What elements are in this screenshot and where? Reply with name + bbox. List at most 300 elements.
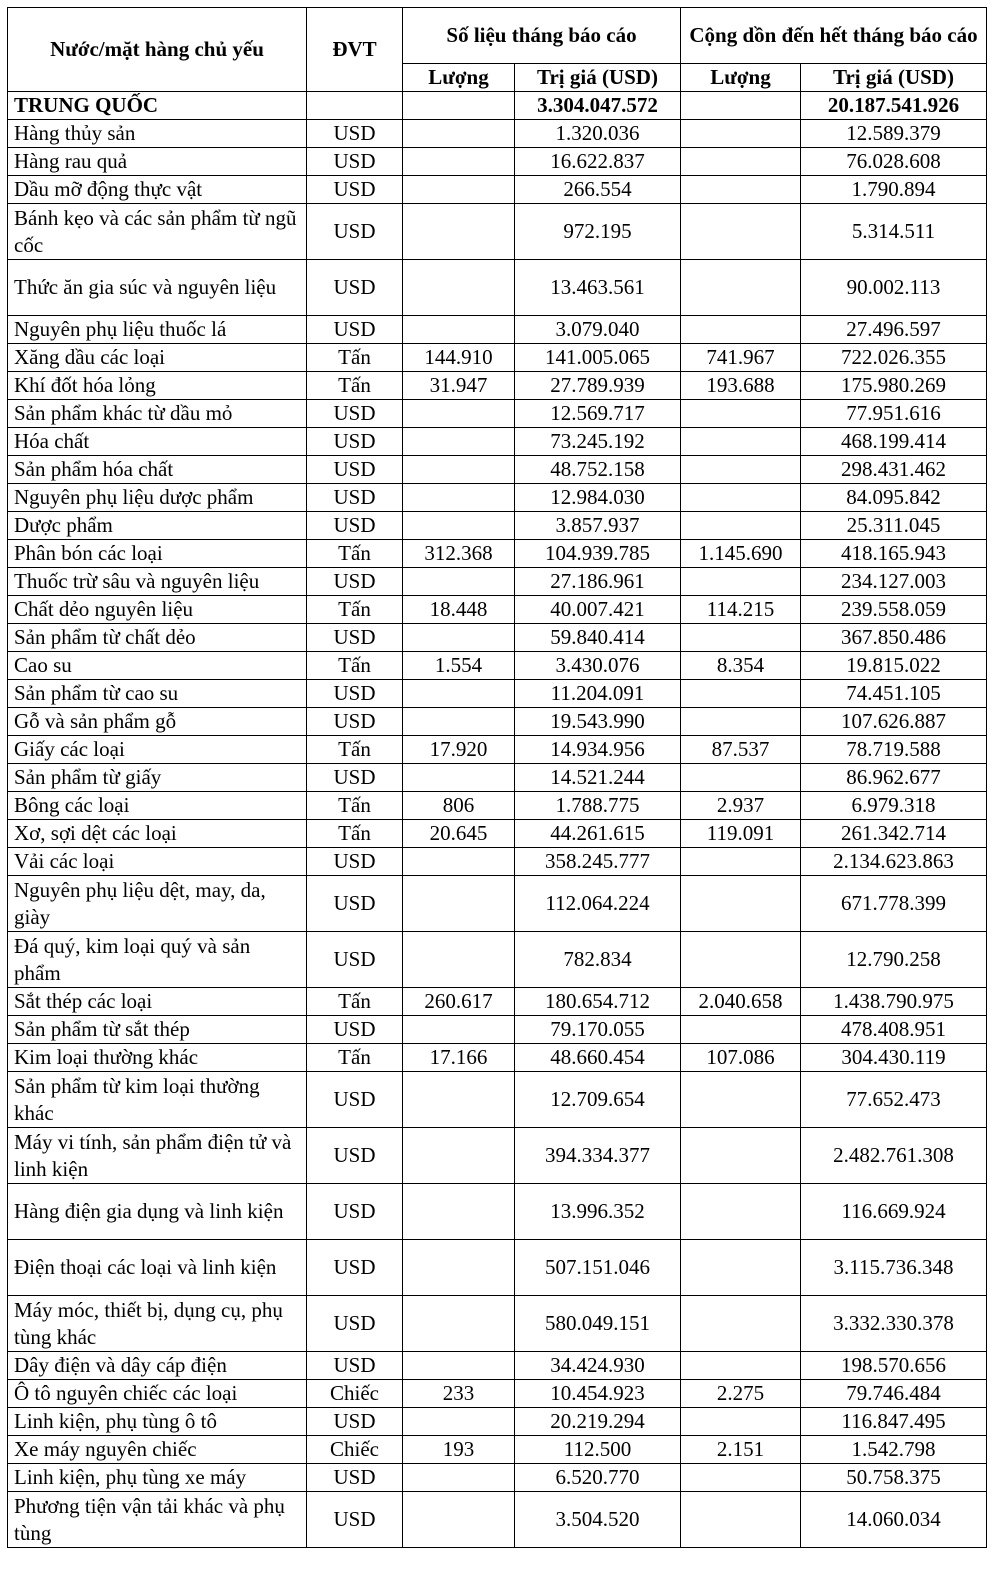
item-unit: Tấn — [307, 736, 403, 764]
item-cum-qty — [681, 1296, 801, 1352]
item-cum-qty — [681, 428, 801, 456]
item-cum-qty — [681, 1184, 801, 1240]
item-month-value: 507.151.046 — [515, 1240, 681, 1296]
item-month-value: 48.660.454 — [515, 1044, 681, 1072]
table-row — [8, 204, 987, 260]
table-row — [8, 400, 987, 428]
item-month-value: 59.840.414 — [515, 624, 681, 652]
item-name: Nguyên phụ liệu thuốc lá — [8, 316, 307, 344]
item-month-value: 16.622.837 — [515, 148, 681, 176]
item-month-qty — [403, 1072, 515, 1128]
item-month-qty — [403, 400, 515, 428]
item-month-qty — [403, 1184, 515, 1240]
item-cum-qty — [681, 708, 801, 736]
item-unit: Tấn — [307, 344, 403, 372]
item-unit: Tấn — [307, 596, 403, 624]
table-row — [8, 736, 987, 764]
total-name: TRUNG QUỐC — [8, 92, 307, 120]
item-cum-qty — [681, 456, 801, 484]
item-month-qty — [403, 176, 515, 204]
item-cum-value: 76.028.608 — [801, 148, 987, 176]
item-name: Xe máy nguyên chiếc — [8, 1436, 307, 1464]
item-month-value: 394.334.377 — [515, 1128, 681, 1184]
item-month-value: 27.186.961 — [515, 568, 681, 596]
item-cum-qty: 2.151 — [681, 1436, 801, 1464]
item-cum-value: 367.850.486 — [801, 624, 987, 652]
item-month-qty — [403, 876, 515, 932]
item-name: Dây điện và dây cáp điện — [8, 1352, 307, 1380]
table-body — [8, 92, 987, 1548]
item-unit: USD — [307, 624, 403, 652]
item-name: Hàng thủy sản — [8, 120, 307, 148]
item-month-value: 27.789.939 — [515, 372, 681, 400]
item-cum-value: 86.962.677 — [801, 764, 987, 792]
item-unit: USD — [307, 400, 403, 428]
item-month-value: 104.939.785 — [515, 540, 681, 568]
item-name: Thức ăn gia súc và nguyên liệu — [8, 260, 307, 316]
item-cum-qty — [681, 512, 801, 540]
item-unit: USD — [307, 876, 403, 932]
item-cum-qty: 2.040.658 — [681, 988, 801, 1016]
item-month-qty — [403, 1240, 515, 1296]
item-name: Linh kiện, phụ tùng ô tô — [8, 1408, 307, 1436]
item-cum-qty — [681, 1408, 801, 1436]
trade-table — [7, 7, 987, 1548]
item-cum-qty — [681, 484, 801, 512]
header-cum-value: Trị giá (USD) — [801, 64, 987, 92]
item-month-value: 73.245.192 — [515, 428, 681, 456]
item-cum-qty — [681, 260, 801, 316]
item-month-qty — [403, 512, 515, 540]
item-cum-value: 478.408.951 — [801, 1016, 987, 1044]
item-unit: USD — [307, 848, 403, 876]
item-unit: USD — [307, 1128, 403, 1184]
table-row — [8, 148, 987, 176]
item-name: Khí đốt hóa lỏng — [8, 372, 307, 400]
total-month-qty — [403, 92, 515, 120]
item-name: Ô tô nguyên chiếc các loại — [8, 1380, 307, 1408]
item-month-value: 3.079.040 — [515, 316, 681, 344]
item-name: Bánh kẹo và các sản phẩm từ ngũ cốc — [8, 204, 307, 260]
item-month-value: 3.504.520 — [515, 1492, 681, 1548]
item-name: Thuốc trừ sâu và nguyên liệu — [8, 568, 307, 596]
item-unit: USD — [307, 1408, 403, 1436]
item-cum-value: 1.790.894 — [801, 176, 987, 204]
item-name: Xơ, sợi dệt các loại — [8, 820, 307, 848]
item-cum-value: 2.482.761.308 — [801, 1128, 987, 1184]
item-month-value: 3.857.937 — [515, 512, 681, 540]
item-month-qty: 31.947 — [403, 372, 515, 400]
item-cum-value: 261.342.714 — [801, 820, 987, 848]
header-cum-qty: Lượng — [681, 64, 801, 92]
item-cum-value: 77.652.473 — [801, 1072, 987, 1128]
header-cumulative-group: Cộng dồn đến hết tháng báo cáo — [681, 8, 987, 64]
item-unit: Tấn — [307, 792, 403, 820]
item-cum-qty: 87.537 — [681, 736, 801, 764]
item-cum-value: 116.669.924 — [801, 1184, 987, 1240]
item-cum-value: 3.115.736.348 — [801, 1240, 987, 1296]
table-row — [8, 120, 987, 148]
item-name: Hàng điện gia dụng và linh kiện — [8, 1184, 307, 1240]
item-month-value: 19.543.990 — [515, 708, 681, 736]
item-month-qty — [403, 204, 515, 260]
table-row — [8, 456, 987, 484]
table-row — [8, 1436, 987, 1464]
item-month-value: 34.424.930 — [515, 1352, 681, 1380]
item-cum-value: 116.847.495 — [801, 1408, 987, 1436]
table-row — [8, 876, 987, 932]
item-name: Máy vi tính, sản phẩm điện tử và linh kiện — [8, 1128, 307, 1184]
item-cum-qty — [681, 624, 801, 652]
item-cum-value: 2.134.623.863 — [801, 848, 987, 876]
table-row — [8, 1352, 987, 1380]
header-month-group: Số liệu tháng báo cáo — [403, 8, 681, 64]
item-unit: USD — [307, 1296, 403, 1352]
item-cum-qty — [681, 568, 801, 596]
item-name: Vải các loại — [8, 848, 307, 876]
item-month-qty — [403, 316, 515, 344]
item-name: Điện thoại các loại và linh kiện — [8, 1240, 307, 1296]
header-unit: ĐVT — [307, 8, 403, 92]
table-row — [8, 316, 987, 344]
item-cum-value: 25.311.045 — [801, 512, 987, 540]
item-month-value: 141.005.065 — [515, 344, 681, 372]
item-cum-qty — [681, 120, 801, 148]
item-unit: Tấn — [307, 988, 403, 1016]
item-unit: USD — [307, 568, 403, 596]
item-month-value: 972.195 — [515, 204, 681, 260]
item-month-value: 112.500 — [515, 1436, 681, 1464]
table-row — [8, 344, 987, 372]
table-row — [8, 1380, 987, 1408]
item-unit: USD — [307, 512, 403, 540]
item-name: Dược phẩm — [8, 512, 307, 540]
item-name: Kim loại thường khác — [8, 1044, 307, 1072]
item-unit: USD — [307, 764, 403, 792]
item-cum-value: 1.542.798 — [801, 1436, 987, 1464]
table-row — [8, 1464, 987, 1492]
header-month-value: Trị giá (USD) — [515, 64, 681, 92]
item-unit: Chiếc — [307, 1436, 403, 1464]
item-month-qty — [403, 568, 515, 596]
item-month-qty — [403, 428, 515, 456]
item-month-qty — [403, 456, 515, 484]
item-cum-value: 234.127.003 — [801, 568, 987, 596]
item-cum-value: 50.758.375 — [801, 1464, 987, 1492]
item-cum-value: 74.451.105 — [801, 680, 987, 708]
item-name: Sản phẩm từ kim loại thường khác — [8, 1072, 307, 1128]
item-cum-qty: 741.967 — [681, 344, 801, 372]
item-cum-qty — [681, 1464, 801, 1492]
item-name: Cao su — [8, 652, 307, 680]
item-cum-qty: 1.145.690 — [681, 540, 801, 568]
item-cum-value: 468.199.414 — [801, 428, 987, 456]
item-unit: USD — [307, 1352, 403, 1380]
item-cum-value: 671.778.399 — [801, 876, 987, 932]
item-unit: USD — [307, 260, 403, 316]
item-name: Sản phẩm từ cao su — [8, 680, 307, 708]
item-cum-value: 722.026.355 — [801, 344, 987, 372]
item-name: Dầu mỡ động thực vật — [8, 176, 307, 204]
item-month-qty — [403, 1128, 515, 1184]
item-month-qty — [403, 120, 515, 148]
item-month-qty — [403, 764, 515, 792]
item-month-qty: 312.368 — [403, 540, 515, 568]
item-unit: Tấn — [307, 1044, 403, 1072]
table-row — [8, 1128, 987, 1184]
total-cum-qty — [681, 92, 801, 120]
item-month-value: 12.984.030 — [515, 484, 681, 512]
table-row — [8, 624, 987, 652]
item-name: Phân bón các loại — [8, 540, 307, 568]
item-month-value: 1.788.775 — [515, 792, 681, 820]
item-month-value: 40.007.421 — [515, 596, 681, 624]
item-cum-qty — [681, 316, 801, 344]
table-row — [8, 1016, 987, 1044]
table-row — [8, 708, 987, 736]
item-month-value: 180.654.712 — [515, 988, 681, 1016]
item-unit: USD — [307, 428, 403, 456]
item-unit: USD — [307, 1464, 403, 1492]
item-cum-qty: 8.354 — [681, 652, 801, 680]
item-name: Giấy các loại — [8, 736, 307, 764]
item-unit: Tấn — [307, 820, 403, 848]
table-row — [8, 1408, 987, 1436]
table-row — [8, 568, 987, 596]
table-row — [8, 820, 987, 848]
item-month-value: 48.752.158 — [515, 456, 681, 484]
item-month-value: 13.996.352 — [515, 1184, 681, 1240]
item-cum-value: 1.438.790.975 — [801, 988, 987, 1016]
item-month-qty: 193 — [403, 1436, 515, 1464]
item-cum-value: 5.314.511 — [801, 204, 987, 260]
item-month-qty: 806 — [403, 792, 515, 820]
table-row — [8, 792, 987, 820]
item-cum-value: 78.719.588 — [801, 736, 987, 764]
table-row — [8, 540, 987, 568]
table-row — [8, 1044, 987, 1072]
total-unit — [307, 92, 403, 120]
table-row — [8, 1072, 987, 1128]
item-month-value: 20.219.294 — [515, 1408, 681, 1436]
item-month-value: 14.934.956 — [515, 736, 681, 764]
item-month-value: 11.204.091 — [515, 680, 681, 708]
item-cum-value: 27.496.597 — [801, 316, 987, 344]
item-name: Đá quý, kim loại quý và sản phẩm — [8, 932, 307, 988]
item-cum-qty — [681, 680, 801, 708]
item-name: Sản phẩm từ chất dẻo — [8, 624, 307, 652]
item-unit: USD — [307, 932, 403, 988]
item-cum-value: 3.332.330.378 — [801, 1296, 987, 1352]
table-row — [8, 428, 987, 456]
item-name: Gỗ và sản phẩm gỗ — [8, 708, 307, 736]
item-month-qty — [403, 1464, 515, 1492]
item-month-qty — [403, 1016, 515, 1044]
item-cum-qty: 107.086 — [681, 1044, 801, 1072]
table-row — [8, 1492, 987, 1548]
item-name: Máy móc, thiết bị, dụng cụ, phụ tùng khác — [8, 1296, 307, 1352]
item-name: Sản phẩm hóa chất — [8, 456, 307, 484]
item-cum-value: 6.979.318 — [801, 792, 987, 820]
item-name: Sản phẩm từ sắt thép — [8, 1016, 307, 1044]
item-name: Phương tiện vận tải khác và phụ tùng — [8, 1492, 307, 1548]
item-unit: USD — [307, 708, 403, 736]
item-unit: Chiếc — [307, 1380, 403, 1408]
header-month-qty: Lượng — [403, 64, 515, 92]
item-unit: USD — [307, 120, 403, 148]
item-cum-qty: 2.937 — [681, 792, 801, 820]
item-cum-qty — [681, 1240, 801, 1296]
table-row — [8, 848, 987, 876]
item-cum-qty — [681, 148, 801, 176]
item-unit: Tấn — [307, 652, 403, 680]
item-cum-value: 298.431.462 — [801, 456, 987, 484]
table-row — [8, 680, 987, 708]
item-cum-value: 77.951.616 — [801, 400, 987, 428]
item-name: Hóa chất — [8, 428, 307, 456]
table-row — [8, 484, 987, 512]
item-name: Bông các loại — [8, 792, 307, 820]
item-month-qty: 17.166 — [403, 1044, 515, 1072]
item-month-qty — [403, 708, 515, 736]
table-row — [8, 988, 987, 1016]
item-cum-qty — [681, 400, 801, 428]
item-cum-qty — [681, 204, 801, 260]
table-row — [8, 1184, 987, 1240]
item-month-value: 12.709.654 — [515, 1072, 681, 1128]
item-month-value: 358.245.777 — [515, 848, 681, 876]
item-name: Hàng rau quả — [8, 148, 307, 176]
table-row — [8, 652, 987, 680]
item-month-qty — [403, 1352, 515, 1380]
item-cum-qty — [681, 1128, 801, 1184]
item-month-qty — [403, 680, 515, 708]
item-cum-qty — [681, 876, 801, 932]
item-unit: USD — [307, 316, 403, 344]
item-cum-qty: 119.091 — [681, 820, 801, 848]
item-month-qty: 233 — [403, 1380, 515, 1408]
item-unit: USD — [307, 1184, 403, 1240]
item-month-qty — [403, 624, 515, 652]
item-cum-qty — [681, 764, 801, 792]
item-month-value: 3.430.076 — [515, 652, 681, 680]
item-unit: USD — [307, 456, 403, 484]
item-unit: USD — [307, 1016, 403, 1044]
item-cum-value: 239.558.059 — [801, 596, 987, 624]
item-month-qty: 17.920 — [403, 736, 515, 764]
item-month-qty — [403, 932, 515, 988]
item-cum-value: 198.570.656 — [801, 1352, 987, 1380]
item-month-value: 12.569.717 — [515, 400, 681, 428]
item-month-qty — [403, 260, 515, 316]
total-row — [8, 92, 987, 120]
item-cum-qty — [681, 1492, 801, 1548]
item-name: Sắt thép các loại — [8, 988, 307, 1016]
item-name: Linh kiện, phụ tùng xe máy — [8, 1464, 307, 1492]
total-cum-value: 20.187.541.926 — [801, 92, 987, 120]
item-unit: USD — [307, 176, 403, 204]
item-cum-value: 418.165.943 — [801, 540, 987, 568]
item-cum-qty — [681, 848, 801, 876]
item-month-qty — [403, 1492, 515, 1548]
item-name: Sản phẩm từ giấy — [8, 764, 307, 792]
item-month-value: 782.834 — [515, 932, 681, 988]
table-row — [8, 1240, 987, 1296]
item-month-value: 44.261.615 — [515, 820, 681, 848]
item-month-qty: 18.448 — [403, 596, 515, 624]
item-month-value: 112.064.224 — [515, 876, 681, 932]
item-cum-value: 304.430.119 — [801, 1044, 987, 1072]
item-unit: USD — [307, 148, 403, 176]
item-name: Nguyên phụ liệu dệt, may, da, giày — [8, 876, 307, 932]
table-row — [8, 260, 987, 316]
item-month-qty — [403, 1296, 515, 1352]
item-cum-value: 19.815.022 — [801, 652, 987, 680]
item-month-qty — [403, 148, 515, 176]
item-unit: USD — [307, 1492, 403, 1548]
table-row — [8, 764, 987, 792]
item-cum-value: 12.790.258 — [801, 932, 987, 988]
item-month-value: 13.463.561 — [515, 260, 681, 316]
header-country-item: Nước/mặt hàng chủ yếu — [8, 8, 307, 92]
item-unit: Tấn — [307, 372, 403, 400]
item-cum-qty: 114.215 — [681, 596, 801, 624]
item-month-value: 266.554 — [515, 176, 681, 204]
item-cum-qty — [681, 176, 801, 204]
item-month-qty: 144.910 — [403, 344, 515, 372]
table-row — [8, 176, 987, 204]
item-cum-qty — [681, 1352, 801, 1380]
item-cum-value: 107.626.887 — [801, 708, 987, 736]
item-unit: USD — [307, 1072, 403, 1128]
item-cum-qty — [681, 1072, 801, 1128]
item-month-qty: 1.554 — [403, 652, 515, 680]
item-cum-value: 84.095.842 — [801, 484, 987, 512]
item-month-qty — [403, 484, 515, 512]
table-row — [8, 512, 987, 540]
item-cum-value: 79.746.484 — [801, 1380, 987, 1408]
item-cum-qty: 193.688 — [681, 372, 801, 400]
item-month-value: 1.320.036 — [515, 120, 681, 148]
item-month-value: 580.049.151 — [515, 1296, 681, 1352]
item-unit: USD — [307, 484, 403, 512]
table-row — [8, 932, 987, 988]
item-unit: USD — [307, 680, 403, 708]
item-month-qty: 20.645 — [403, 820, 515, 848]
table-row — [8, 596, 987, 624]
item-name: Xăng dầu các loại — [8, 344, 307, 372]
item-name: Nguyên phụ liệu dược phẩm — [8, 484, 307, 512]
table-row — [8, 1296, 987, 1352]
item-month-value: 10.454.923 — [515, 1380, 681, 1408]
item-month-qty — [403, 1408, 515, 1436]
item-name: Sản phẩm khác từ dầu mỏ — [8, 400, 307, 428]
item-unit: USD — [307, 204, 403, 260]
table-row — [8, 372, 987, 400]
item-cum-qty — [681, 1016, 801, 1044]
item-cum-qty — [681, 932, 801, 988]
item-cum-qty: 2.275 — [681, 1380, 801, 1408]
total-month-value: 3.304.047.572 — [515, 92, 681, 120]
item-cum-value: 14.060.034 — [801, 1492, 987, 1548]
item-month-value: 14.521.244 — [515, 764, 681, 792]
item-name: Chất dẻo nguyên liệu — [8, 596, 307, 624]
item-cum-value: 175.980.269 — [801, 372, 987, 400]
item-unit: USD — [307, 1240, 403, 1296]
item-unit: Tấn — [307, 540, 403, 568]
item-month-value: 79.170.055 — [515, 1016, 681, 1044]
item-month-qty: 260.617 — [403, 988, 515, 1016]
